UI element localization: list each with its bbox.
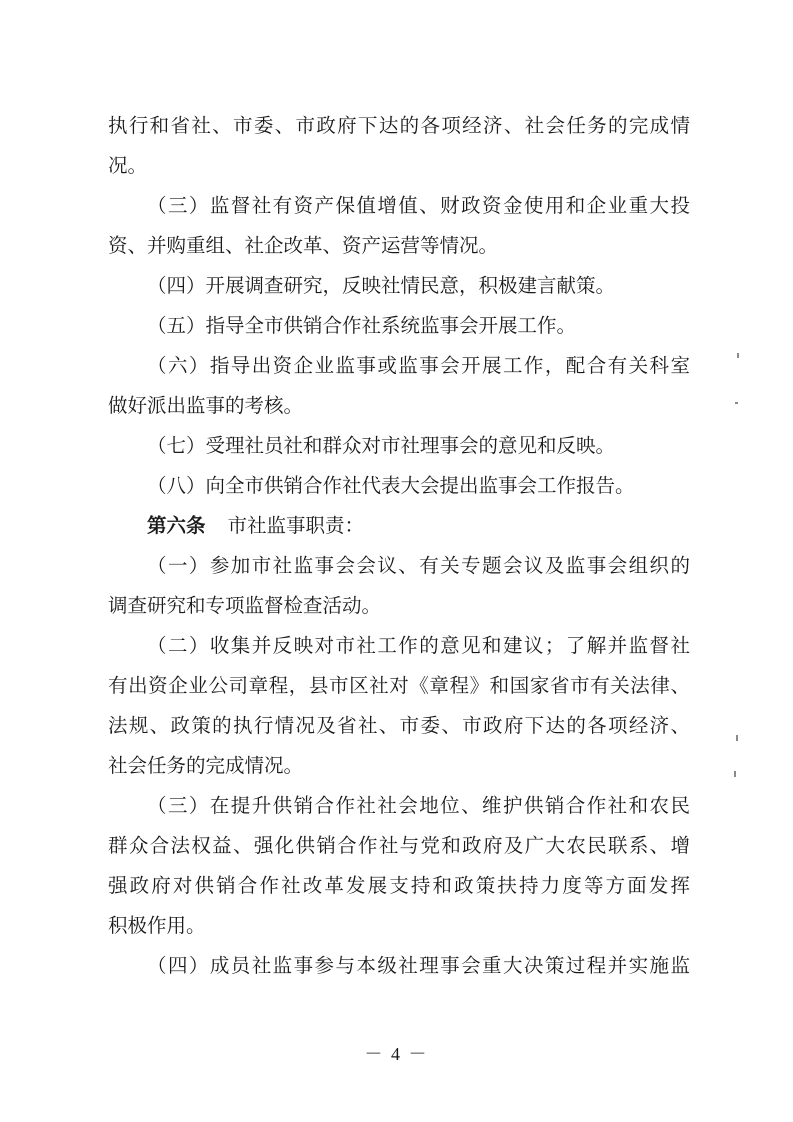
paragraph-line: （八）向全市供销合作社代表大会提出监事会工作报告。 xyxy=(147,474,635,497)
paragraph-line: （一）参加市社监事会会议、有关专题会议及监事会组织的 xyxy=(147,554,690,577)
paragraph-line: （四）开展调查研究，反映社情民意，积极建言献策。 xyxy=(147,274,616,297)
article-heading: 第六条 xyxy=(147,514,206,537)
page-number: － 4 － xyxy=(364,1044,429,1064)
scan-speck xyxy=(736,735,738,741)
paragraph-line: （六）指导出资企业监事或监事会开展工作，配合有关科室 xyxy=(147,354,690,377)
paragraph-line: 有出资企业公司章程，县市区社对《章程》和国家省市有关法律、 xyxy=(108,674,690,697)
scan-speck xyxy=(735,402,738,404)
paragraph-line: 积极作用。 xyxy=(108,914,206,937)
paragraph-line: 法规、政策的执行情况及省社、市委、市政府下达的各项经济、 xyxy=(108,714,690,737)
paragraph-line: （二）收集并反映对市社工作的意见和建议；了解并监督社 xyxy=(147,634,690,657)
paragraph-line: （三）监督社有资产保值增值、财政资金使用和企业重大投 xyxy=(147,194,690,217)
paragraph-line: 资、并购重组、社企改革、资产运营等情况。 xyxy=(108,234,499,257)
paragraph-line: 调查研究和专项监督检查活动。 xyxy=(108,594,382,617)
paragraph-line: 群众合法权益、强化供销合作社与党和政府及广大农民联系、增 xyxy=(108,834,690,857)
article-line xyxy=(108,506,690,546)
paragraph-line: 况。 xyxy=(108,154,148,177)
paragraph-line: 社会任务的完成情况。 xyxy=(108,754,304,777)
paragraph-line: （七）受理社员社和群众对市社理事会的意见和反映。 xyxy=(147,434,616,457)
article-title: 市社监事职责： xyxy=(227,514,365,537)
paragraph-line: （三）在提升供销合作社社会地位、维护供销合作社和农民 xyxy=(147,794,690,817)
scan-speck xyxy=(734,771,736,777)
paragraph-line: （五）指导全市供销合作社系统监事会开展工作。 xyxy=(147,314,577,337)
paragraph-line: 强政府对供销合作社改革发展支持和政策扶持力度等方面发挥 xyxy=(108,874,690,897)
scan-speck xyxy=(737,353,739,358)
paragraph-line: 做好派出监事的考核。 xyxy=(108,394,304,417)
document-body xyxy=(108,106,690,986)
paragraph-line: （四）成员社监事参与本级社理事会重大决策过程并实施监 xyxy=(147,954,690,977)
paragraph-line: 执行和省社、市委、市政府下达的各项经济、社会任务的完成情 xyxy=(108,114,690,137)
